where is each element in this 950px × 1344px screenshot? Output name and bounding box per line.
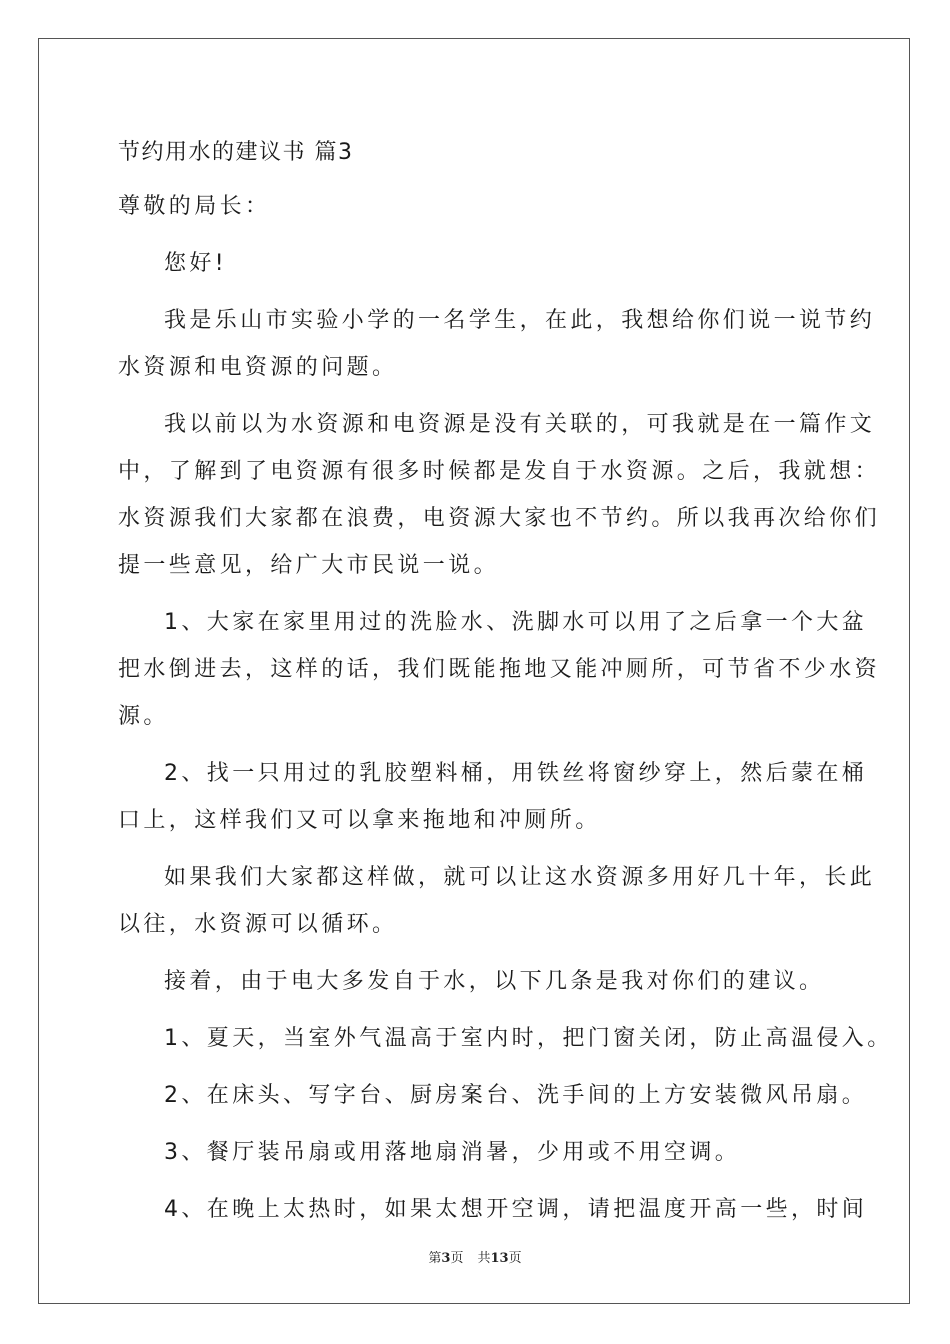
paragraph (118, 958, 834, 1005)
paragraph-line: 接着，由于电大多发自于水，以下几条是我对你们的建议。 (164, 969, 825, 994)
paragraph-line: 3、餐厅装吊扇或用落地扇消暑，少用或不用空调。 (164, 1140, 741, 1165)
paragraph (118, 750, 868, 844)
paragraph (118, 1129, 834, 1176)
paragraph (118, 1015, 893, 1062)
document-title: 节约用水的建议书 篇3 (118, 140, 354, 165)
paragraph (118, 854, 876, 948)
page-prefix: 第 (428, 1251, 442, 1266)
paragraph-line: 1、夏天，当室外气温高于室内时，把门窗关闭，防止高温侵入。 (164, 1026, 893, 1051)
paragraph (118, 240, 834, 287)
paragraph (118, 1186, 868, 1233)
total-prefix: 共 (477, 1251, 491, 1266)
page-footer (0, 1247, 950, 1266)
paragraph-line: 4、在晚上太热时，如果太想开空调，请把温度开高一些，时间 (164, 1197, 868, 1222)
paragraph-line: 我以前以为水资源和电资源是没有关联的，可我就是在一篇作文 (164, 412, 876, 437)
paragraph (118, 401, 881, 589)
paragraph-line: 水资源和电资源的问题。 (118, 355, 398, 380)
page-suffix: 页 (450, 1251, 464, 1266)
paragraph (118, 297, 876, 391)
paragraph-line: 以往，水资源可以循环。 (118, 912, 398, 937)
paragraph-line: 2、在床头、写字台、厨房案台、洗手间的上方安装微风吊扇。 (164, 1083, 868, 1108)
total-page-number: 13 (490, 1251, 509, 1266)
paragraph-line: 2、找一只用过的乳胶塑料桶，用铁丝将窗纱穿上，然后蒙在桶 (164, 761, 868, 786)
paragraph-line: 1、大家在家里用过的洗脸水、洗脚水可以用了之后拿一个大盆 (164, 610, 868, 635)
total-suffix: 页 (508, 1251, 522, 1266)
paragraph-list (118, 240, 893, 1233)
paragraph-line: 水资源我们大家都在浪费，电资源大家也不节约。所以我再次给你们 (118, 506, 881, 531)
paragraph-line: 源。 (118, 704, 169, 729)
current-page-number: 3 (441, 1251, 451, 1266)
paragraph-line: 中，了解到了电资源有很多时候都是发自于水资源。之后，我就想： (118, 459, 881, 484)
paragraph-line: 口上，这样我们又可以拿来拖地和冲厕所。 (118, 808, 601, 833)
paragraph-line: 把水倒进去，这样的话，我们既能拖地又能冲厕所，可节省不少水资 (118, 657, 881, 682)
paragraph-line: 您好! (164, 251, 228, 276)
paragraph-line: 我是乐山市实验小学的一名学生，在此，我想给你们说一说节约 (164, 308, 876, 333)
document-body (118, 129, 893, 1233)
paragraph-line: 如果我们大家都这样做，就可以让这水资源多用好几十年，长此 (164, 865, 876, 890)
paragraph (118, 1072, 868, 1119)
salutation: 尊敬的局长： (118, 194, 271, 219)
paragraph-line: 提一些意见，给广大市民说一说。 (118, 553, 500, 578)
paragraph (118, 599, 881, 740)
